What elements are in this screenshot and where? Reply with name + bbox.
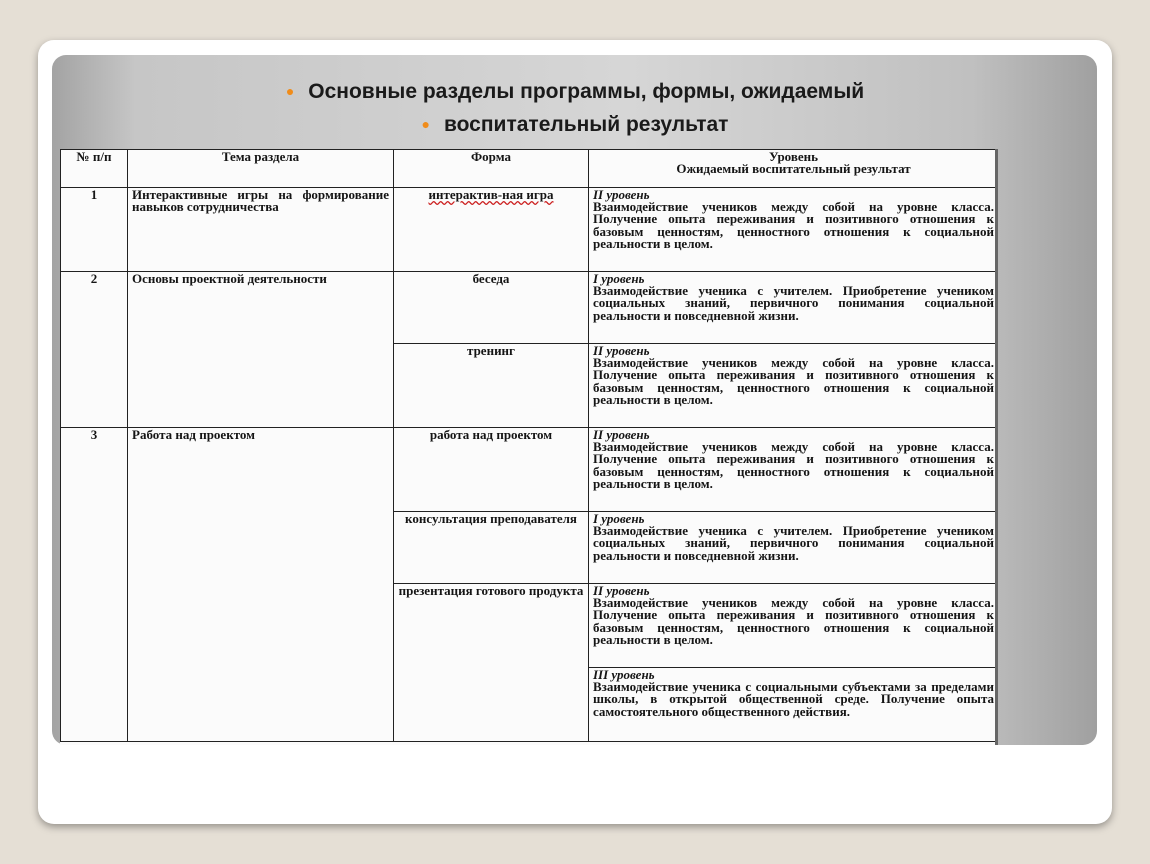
row-result bbox=[589, 584, 999, 668]
header-num: № п/п bbox=[61, 150, 128, 188]
header-topic: Тема раздела bbox=[128, 150, 394, 188]
slide-title-line-2: ● воспитательный результат bbox=[421, 113, 729, 136]
row-result bbox=[589, 344, 999, 428]
result-text: Взаимодействие ученика с социальными субъектами за пределами школы, в открытой общественной среде. Получение опыта самостоятельного общественного действия. bbox=[593, 679, 994, 719]
header-level bbox=[589, 150, 999, 188]
bullet-icon: ● bbox=[421, 116, 430, 132]
header-level-subtitle: Ожидаемый воспитательный результат bbox=[676, 161, 911, 177]
program-table bbox=[60, 149, 998, 742]
table-header-row bbox=[61, 150, 999, 188]
row-num: 3 bbox=[61, 428, 128, 742]
row-form: работа над проектом bbox=[394, 428, 589, 512]
row-result bbox=[589, 188, 999, 272]
level-label: I уровень bbox=[593, 511, 645, 526]
row-form bbox=[394, 188, 589, 272]
level-label: II уровень bbox=[593, 583, 650, 598]
level-label: II уровень bbox=[593, 427, 650, 442]
row-result bbox=[589, 428, 999, 512]
row-topic: Основы проектной деятельности bbox=[128, 272, 394, 428]
row-num: 1 bbox=[61, 188, 128, 272]
bullet-icon: ● bbox=[285, 83, 295, 99]
table-row bbox=[61, 188, 999, 272]
row-topic: Интерактивные игры на формирование навыков сотрудничества bbox=[128, 188, 394, 272]
result-text: Взаимодействие учеников между собой на уровне класса. Получение опыта переживания и позитивного отношения к базовым ценностям, ценностного отношения к социальной реальности в целом. bbox=[593, 355, 994, 407]
level-label: III уровень bbox=[593, 667, 655, 682]
row-form-text: интерактив-ная игра bbox=[428, 187, 554, 202]
result-text: Взаимодействие учеников между собой на уровне класса. Получение опыта переживания и позитивного отношения к базовым ценностям, ценностного отношения к социальной реальности в целом. bbox=[593, 595, 994, 647]
program-table-image bbox=[60, 149, 998, 745]
result-text: Взаимодействие учеников между собой на уровне класса. Получение опыта переживания и позитивного отношения к базовым ценностям, ценностного отношения к социальной реальности в целом. bbox=[593, 199, 994, 251]
table-row bbox=[61, 272, 999, 344]
row-result bbox=[589, 668, 999, 742]
row-num: 2 bbox=[61, 272, 128, 428]
slide-title-line-1: ● Основные разделы программы, формы, ожидаемый bbox=[285, 80, 865, 103]
header-level-title: Уровень bbox=[768, 149, 819, 164]
level-label: II уровень bbox=[593, 187, 650, 202]
table-row bbox=[61, 428, 999, 512]
result-text: Взаимодействие ученика с учителем. Приобретение учеником социальных знаний, первичного понимания социальной реальности и повседневной жизни. bbox=[593, 283, 994, 323]
row-form: беседа bbox=[394, 272, 589, 344]
row-form: тренинг bbox=[394, 344, 589, 428]
level-label: II уровень bbox=[593, 343, 650, 358]
row-form: презентация готового продукта bbox=[394, 584, 589, 742]
level-label: I уровень bbox=[593, 271, 645, 286]
table-edge-divider bbox=[995, 149, 998, 745]
row-result bbox=[589, 512, 999, 584]
row-result bbox=[589, 272, 999, 344]
result-text: Взаимодействие ученика с учителем. Приобретение учеником социальных знаний, первичного понимания социальной реальности и повседневной жизни. bbox=[593, 523, 994, 563]
result-text: Взаимодействие учеников между собой на уровне класса. Получение опыта переживания и позитивного отношения к базовым ценностям, ценностного отношения к социальной реальности в целом. bbox=[593, 439, 994, 491]
row-form: консультация преподавателя bbox=[394, 512, 589, 584]
row-topic: Работа над проектом bbox=[128, 428, 394, 742]
header-form: Форма bbox=[394, 150, 589, 188]
